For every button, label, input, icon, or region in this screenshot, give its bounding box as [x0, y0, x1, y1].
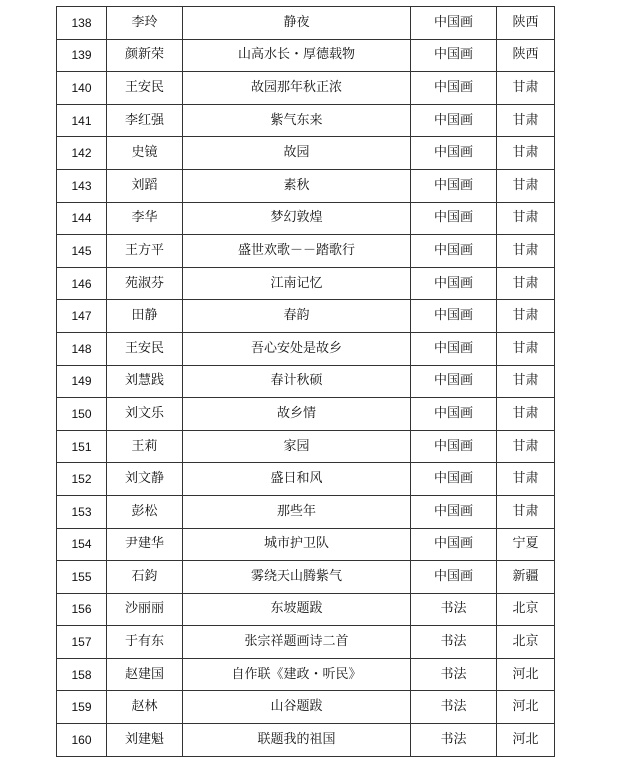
- entry-number-cell: 151: [57, 430, 107, 463]
- region-cell: 河北: [497, 658, 555, 691]
- entry-number-cell: 149: [57, 365, 107, 398]
- artist-name-cell: 刘蹈: [107, 169, 183, 202]
- region-cell: 宁夏: [497, 528, 555, 561]
- entry-number-cell: 160: [57, 724, 107, 757]
- table-row: [57, 691, 555, 724]
- category-cell: 中国画: [411, 463, 497, 496]
- region-cell: 甘肃: [497, 332, 555, 365]
- region-cell: 甘肃: [497, 137, 555, 170]
- category-cell: 中国画: [411, 104, 497, 137]
- table-row: [57, 137, 555, 170]
- artist-name-cell: 王方平: [107, 235, 183, 268]
- artist-name-cell: 彭松: [107, 495, 183, 528]
- table-row: [57, 561, 555, 594]
- region-cell: 甘肃: [497, 267, 555, 300]
- artwork-title-cell: 盛世欢歌－－踏歌行: [183, 235, 411, 268]
- category-cell: 中国画: [411, 561, 497, 594]
- table-row: [57, 235, 555, 268]
- entries-table-body: [57, 7, 555, 757]
- table-row: [57, 626, 555, 659]
- artwork-title-cell: 联题我的祖国: [183, 724, 411, 757]
- table-row: [57, 72, 555, 105]
- table-row: [57, 658, 555, 691]
- artist-name-cell: 李华: [107, 202, 183, 235]
- artwork-title-cell: 山高水长・厚德载物: [183, 39, 411, 72]
- category-cell: 中国画: [411, 267, 497, 300]
- entry-number-cell: 141: [57, 104, 107, 137]
- region-cell: 河北: [497, 691, 555, 724]
- region-cell: 甘肃: [497, 104, 555, 137]
- category-cell: 中国画: [411, 332, 497, 365]
- artist-name-cell: 石鈞: [107, 561, 183, 594]
- artwork-title-cell: 春韵: [183, 300, 411, 333]
- entry-number-cell: 156: [57, 593, 107, 626]
- artwork-title-cell: 山谷题跋: [183, 691, 411, 724]
- artist-name-cell: 赵林: [107, 691, 183, 724]
- category-cell: 中国画: [411, 39, 497, 72]
- table-row: [57, 593, 555, 626]
- entry-number-cell: 139: [57, 39, 107, 72]
- entry-number-cell: 140: [57, 72, 107, 105]
- artwork-title-cell: 江南记忆: [183, 267, 411, 300]
- artwork-title-cell: 静夜: [183, 7, 411, 40]
- region-cell: 甘肃: [497, 202, 555, 235]
- category-cell: 中国画: [411, 365, 497, 398]
- artwork-title-cell: 张宗祥题画诗二首: [183, 626, 411, 659]
- region-cell: 河北: [497, 724, 555, 757]
- artwork-title-cell: 盛日和风: [183, 463, 411, 496]
- entry-number-cell: 142: [57, 137, 107, 170]
- artist-name-cell: 李玲: [107, 7, 183, 40]
- table-row: [57, 202, 555, 235]
- category-cell: 中国画: [411, 202, 497, 235]
- artwork-title-cell: 紫气东来: [183, 104, 411, 137]
- entry-number-cell: 146: [57, 267, 107, 300]
- artist-name-cell: 王安民: [107, 72, 183, 105]
- artist-name-cell: 尹建华: [107, 528, 183, 561]
- category-cell: 书法: [411, 658, 497, 691]
- entry-number-cell: 147: [57, 300, 107, 333]
- entry-number-cell: 144: [57, 202, 107, 235]
- table-row: [57, 332, 555, 365]
- table-row: [57, 430, 555, 463]
- artwork-title-cell: 吾心安处是故乡: [183, 332, 411, 365]
- category-cell: 书法: [411, 593, 497, 626]
- category-cell: 中国画: [411, 137, 497, 170]
- entry-number-cell: 159: [57, 691, 107, 724]
- artist-name-cell: 于有东: [107, 626, 183, 659]
- artwork-title-cell: 春计秋硕: [183, 365, 411, 398]
- region-cell: 北京: [497, 626, 555, 659]
- artist-name-cell: 苑淑芬: [107, 267, 183, 300]
- artist-name-cell: 赵建国: [107, 658, 183, 691]
- artwork-title-cell: 故园那年秋正浓: [183, 72, 411, 105]
- region-cell: 甘肃: [497, 72, 555, 105]
- entry-number-cell: 154: [57, 528, 107, 561]
- region-cell: 甘肃: [497, 235, 555, 268]
- entry-number-cell: 138: [57, 7, 107, 40]
- category-cell: 中国画: [411, 235, 497, 268]
- artist-name-cell: 刘文乐: [107, 398, 183, 431]
- region-cell: 甘肃: [497, 463, 555, 496]
- entry-number-cell: 152: [57, 463, 107, 496]
- entry-number-cell: 157: [57, 626, 107, 659]
- artist-name-cell: 刘建魁: [107, 724, 183, 757]
- category-cell: 中国画: [411, 398, 497, 431]
- category-cell: 中国画: [411, 430, 497, 463]
- category-cell: 中国画: [411, 72, 497, 105]
- entry-number-cell: 155: [57, 561, 107, 594]
- entry-number-cell: 145: [57, 235, 107, 268]
- category-cell: 中国画: [411, 528, 497, 561]
- table-row: [57, 267, 555, 300]
- table-row: [57, 365, 555, 398]
- artist-name-cell: 史镜: [107, 137, 183, 170]
- category-cell: 中国画: [411, 495, 497, 528]
- category-cell: 中国画: [411, 169, 497, 202]
- artwork-title-cell: 故园: [183, 137, 411, 170]
- artist-name-cell: 颜新荣: [107, 39, 183, 72]
- region-cell: 陕西: [497, 39, 555, 72]
- table-row: [57, 169, 555, 202]
- entry-number-cell: 148: [57, 332, 107, 365]
- artist-name-cell: 刘慧践: [107, 365, 183, 398]
- artist-name-cell: 刘文静: [107, 463, 183, 496]
- region-cell: 新疆: [497, 561, 555, 594]
- region-cell: 甘肃: [497, 398, 555, 431]
- table-row: [57, 398, 555, 431]
- category-cell: 书法: [411, 626, 497, 659]
- table-row: [57, 7, 555, 40]
- artist-name-cell: 田静: [107, 300, 183, 333]
- artwork-title-cell: 自作联《建政・听民》: [183, 658, 411, 691]
- region-cell: 甘肃: [497, 169, 555, 202]
- entry-number-cell: 150: [57, 398, 107, 431]
- entry-number-cell: 158: [57, 658, 107, 691]
- table-row: [57, 104, 555, 137]
- category-cell: 书法: [411, 724, 497, 757]
- artwork-title-cell: 那些年: [183, 495, 411, 528]
- entries-table-wrapper: [56, 6, 554, 757]
- table-row: [57, 300, 555, 333]
- category-cell: 中国画: [411, 7, 497, 40]
- entries-table: [56, 6, 555, 757]
- table-row: [57, 39, 555, 72]
- artwork-title-cell: 故乡情: [183, 398, 411, 431]
- artwork-title-cell: 城市护卫队: [183, 528, 411, 561]
- region-cell: 北京: [497, 593, 555, 626]
- entry-number-cell: 143: [57, 169, 107, 202]
- category-cell: 书法: [411, 691, 497, 724]
- artwork-title-cell: 雾绕天山腾紫气: [183, 561, 411, 594]
- artist-name-cell: 王莉: [107, 430, 183, 463]
- region-cell: 甘肃: [497, 300, 555, 333]
- table-row: [57, 495, 555, 528]
- entry-number-cell: 153: [57, 495, 107, 528]
- region-cell: 陕西: [497, 7, 555, 40]
- artist-name-cell: 李红强: [107, 104, 183, 137]
- region-cell: 甘肃: [497, 495, 555, 528]
- region-cell: 甘肃: [497, 430, 555, 463]
- category-cell: 中国画: [411, 300, 497, 333]
- table-row: [57, 463, 555, 496]
- artwork-title-cell: 东坡题跋: [183, 593, 411, 626]
- artist-name-cell: 沙丽丽: [107, 593, 183, 626]
- table-row: [57, 724, 555, 757]
- region-cell: 甘肃: [497, 365, 555, 398]
- artist-name-cell: 王安民: [107, 332, 183, 365]
- artwork-title-cell: 素秋: [183, 169, 411, 202]
- artwork-title-cell: 梦幻敦煌: [183, 202, 411, 235]
- artwork-title-cell: 家园: [183, 430, 411, 463]
- table-row: [57, 528, 555, 561]
